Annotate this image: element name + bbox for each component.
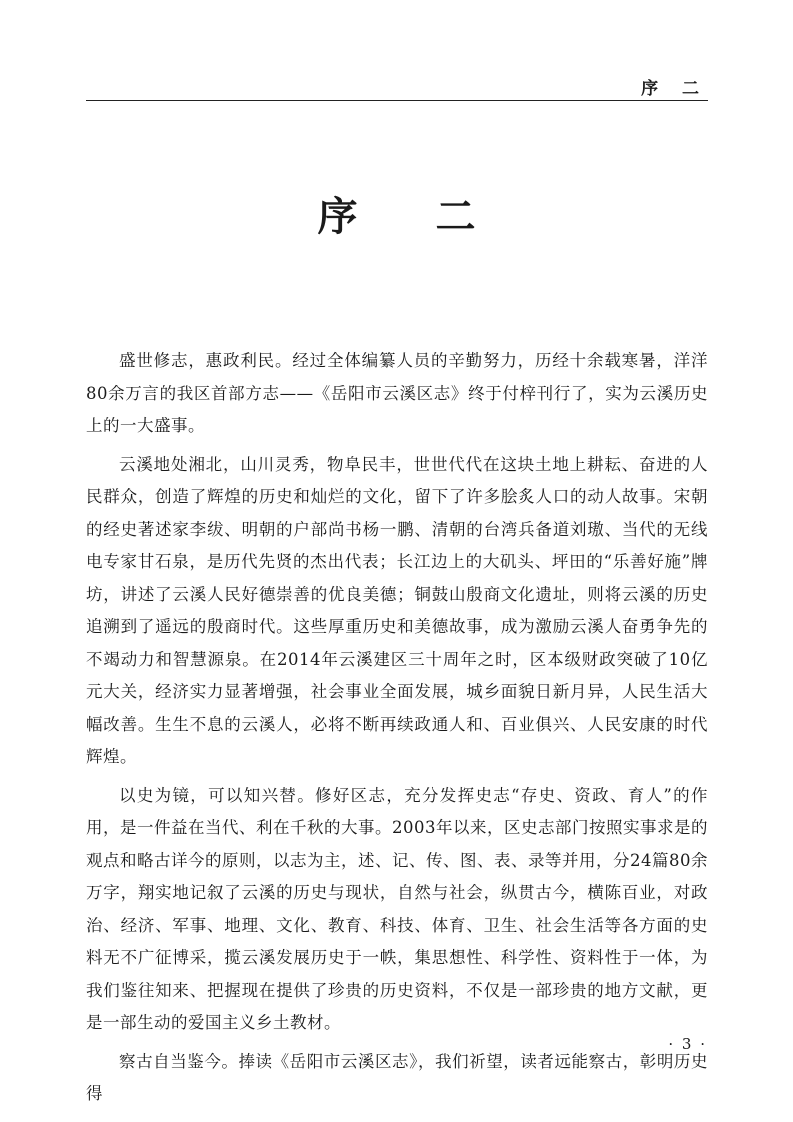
paragraph: 云溪地处湘北，山川灵秀，物阜民丰，世世代代在这块土地上耕耘、奋进的人民群众，创造了辉煌的历史和灿烂的文化，留下了许多脍炙人口的动人故事。宋朝的经史著述家李绂、明朝的户部尚书杨一鹏、清朝的台湾兵备道刘璈、当代的无线电专家甘石泉，是历代先贤的杰出代表；长江边上的大矶头、坪田的“乐善好施”牌坊，讲述了云溪人民好德崇善的优良美德；铜鼓山殷商文化遗址，则将云溪的历史追溯到了遥远的殷商时代。这些厚重历史和美德故事，成为激励云溪人奋勇争先的不竭动力和智慧源泉。在2014年云溪建区三十周年之时，区本级财政突破了10亿元大关，经济实力显著增强，社会事业全面发展，城乡面貌日新月异，人民生活大幅改善。生生不息的云溪人，必将不断再续政通人和、百业俱兴、人民安康的时代辉煌。 — [86, 454, 708, 766]
page-number: · 3 · — [668, 1035, 707, 1053]
running-header-title: 序 二 — [641, 79, 708, 99]
paragraph: 察古自当鉴今。捧读《岳阳市云溪区志》，我们祈望，读者远能察古，彰明历史得 — [86, 1051, 708, 1103]
page-title: 序 二 — [317, 194, 508, 240]
paragraph: 盛世修志，惠政利民。经过全体编纂人员的辛勤努力，历经十余载寒暑，洋洋80余万言的我区首部方志——《岳阳市云溪区志》终于付梓刊行了，实为云溪历史上的一大盛事。 — [86, 351, 708, 435]
body-text — [86, 345, 708, 1117]
running-header — [86, 72, 708, 101]
paragraph: 以史为镜，可以知兴替。修好区志，充分发挥史志“存史、资政、育人”的作用，是一件益在当代、利在千秋的大事。2003年以来，区史志部门按照实事求是的观点和略古详今的原则，以志为主，述、记、传、图、表、录等并用，分24篇80余万字，翔实地记叙了云溪的历史与现状，自然与社会，纵贯古今，横陈百业，对政治、经济、军事、地理、文化、教育、科技、体育、卫生、社会生活等各方面的史料无不广征博采，揽云溪发展历史于一帙，集思想性、科学性、资料性于一体，为我们鉴往知来、把握现在提供了珍贵的历史资料，不仅是一部珍贵的地方文献，更是一部生动的爱国主义乡土教材。 — [86, 785, 708, 1032]
